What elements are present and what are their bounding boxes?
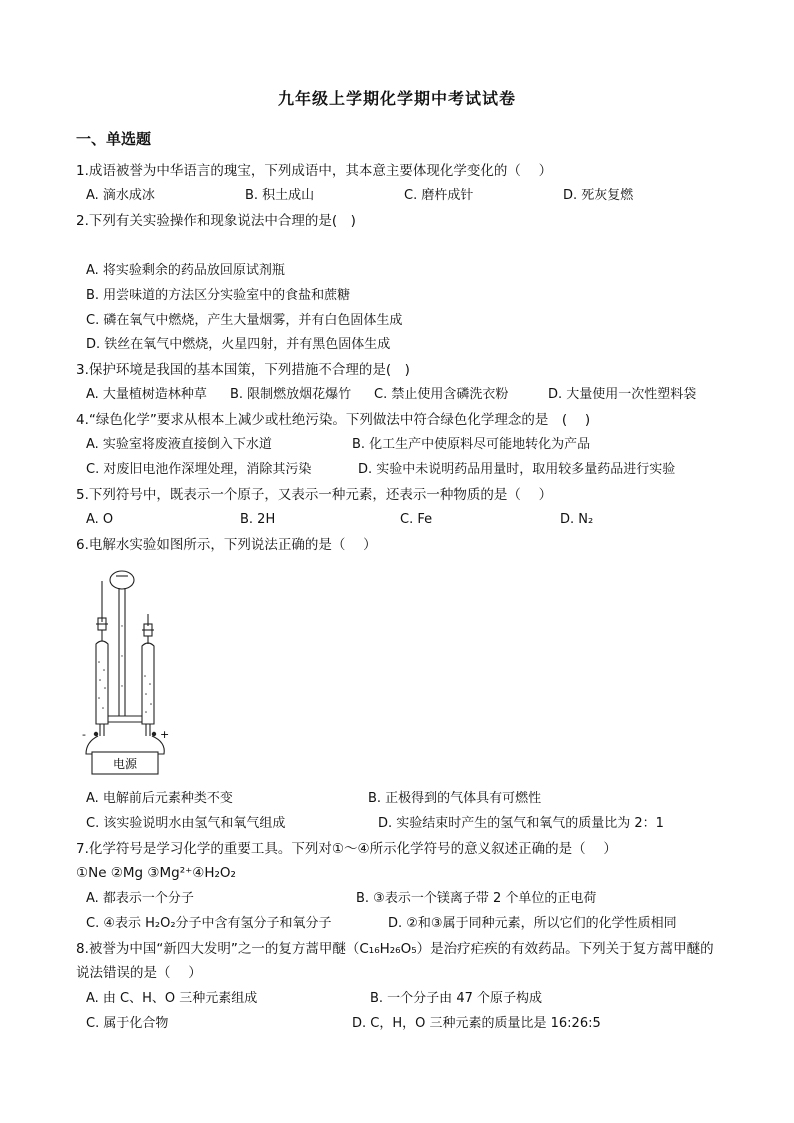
q1-option-d: D. 死灰复燃 xyxy=(563,188,634,203)
electrolysis-apparatus-figure xyxy=(76,566,186,778)
q3-option-b: B. 限制燃放烟花爆竹 xyxy=(230,387,352,402)
q6-option-c: C. 该实验说明水由氢气和氧气组成 xyxy=(86,816,286,831)
q3-option-a: A. 大量植树造林种草 xyxy=(86,387,207,402)
question-5-stem: 5.下列符号中，既表示一个原子，又表示一种元素，还表示一种物质的是（ ） xyxy=(76,487,553,503)
q6-option-d: D. 实验结束时产生的氢气和氧气的质量比为 2：1 xyxy=(378,816,664,831)
question-4-stem: 4.“绿色化学”要求从根本上减少或杜绝污染。下列做法中符合绿色化学理念的是 ( ) xyxy=(76,412,591,428)
q4-option-c: C. 对废旧电池作深埋处理，消除其污染 xyxy=(86,462,312,477)
q7-option-c: C. ④表示 H₂O₂分子中含有氢分子和氧分子 xyxy=(86,916,332,931)
q7-symbols: ①Ne ②Mg ③Mg²⁺④H₂O₂ xyxy=(76,865,236,881)
question-2-stem: 2.下列有关实验操作和现象说法中合理的是( ) xyxy=(76,213,356,229)
power-supply-label: 电源 xyxy=(112,757,138,771)
question-1-stem: 1.成语被誉为中华语言的瑰宝，下列成语中，其本意主要体现化学变化的（ ） xyxy=(76,163,553,179)
q7-option-d: D. ②和③属于同种元素，所以它们的化学性质相同 xyxy=(388,916,677,931)
q3-option-d: D. 大量使用一次性塑料袋 xyxy=(548,387,697,402)
q5-option-d: D. N₂ xyxy=(560,512,594,527)
q5-option-b: B. 2H xyxy=(240,512,276,527)
q1-option-a: A. 滴水成冰 xyxy=(86,188,155,203)
exam-title: 九年级上学期化学期中考试试卷 xyxy=(277,89,516,108)
q2-option-b: B. 用尝味道的方法区分实验室中的食盐和蔗糖 xyxy=(86,288,351,303)
q4-option-b: B. 化工生产中使原料尽可能地转化为产品 xyxy=(352,437,591,452)
q7-option-a: A. 都表示一个分子 xyxy=(86,891,194,906)
q1-option-c: C. 磨杵成针 xyxy=(404,188,474,203)
q8-option-b: B. 一个分子由 47 个原子构成 xyxy=(370,991,542,1006)
q2-option-d: D. 铁丝在氧气中燃烧，火星四射，并有黑色固体生成 xyxy=(86,337,391,352)
q6-option-b: B. 正极得到的气体具有可燃性 xyxy=(368,791,542,806)
q8-option-a: A. 由 C、H、O 三种元素组成 xyxy=(86,991,258,1006)
question-8-stem-line2: 说法错误的是（ ） xyxy=(76,965,202,981)
q5-option-c: C. Fe xyxy=(400,512,433,527)
negative-terminal-label: - xyxy=(82,728,86,741)
q7-option-b: B. ③表示一个镁离子带 2 个单位的正电荷 xyxy=(356,891,597,906)
electrolysis-diagram xyxy=(76,566,186,778)
question-3-stem: 3.保护环境是我国的基本国策，下列措施不合理的是( ) xyxy=(76,362,410,378)
q2-option-a: A. 将实验剩余的药品放回原试剂瓶 xyxy=(86,263,285,278)
question-8-stem-line1: 8.被誉为中国“新四大发明”之一的复方蒿甲醚（C₁₆H₂₆O₅）是治疗疟疾的有效药品。下列关于复方蒿甲醚的 xyxy=(76,941,714,957)
q8-option-d: D. C，H，O 三种元素的质量比是 16:26:5 xyxy=(352,1016,601,1031)
positive-terminal-label: + xyxy=(160,728,170,741)
question-7-stem: 7.化学符号是学习化学的重要工具。下列对①～④所示化学符号的意义叙述正确的是（ ） xyxy=(76,841,617,857)
q5-option-a: A. O xyxy=(86,512,114,527)
q2-option-c: C. 磷在氧气中燃烧，产生大量烟雾，并有白色固体生成 xyxy=(86,313,403,328)
q4-option-d: D. 实验中未说明药品用量时，取用较多量药品进行实验 xyxy=(358,462,676,477)
q3-option-c: C. 禁止使用含磷洗衣粉 xyxy=(374,387,509,402)
section-heading: 一、单选题 xyxy=(76,130,152,148)
question-6-stem: 6.电解水实验如图所示，下列说法正确的是（ ） xyxy=(76,537,377,553)
q1-option-b: B. 积土成山 xyxy=(245,188,315,203)
q4-option-a: A. 实验室将废液直接倒入下水道 xyxy=(86,437,272,452)
q8-option-c: C. 属于化合物 xyxy=(86,1016,169,1031)
q6-option-a: A. 电解前后元素种类不变 xyxy=(86,791,233,806)
